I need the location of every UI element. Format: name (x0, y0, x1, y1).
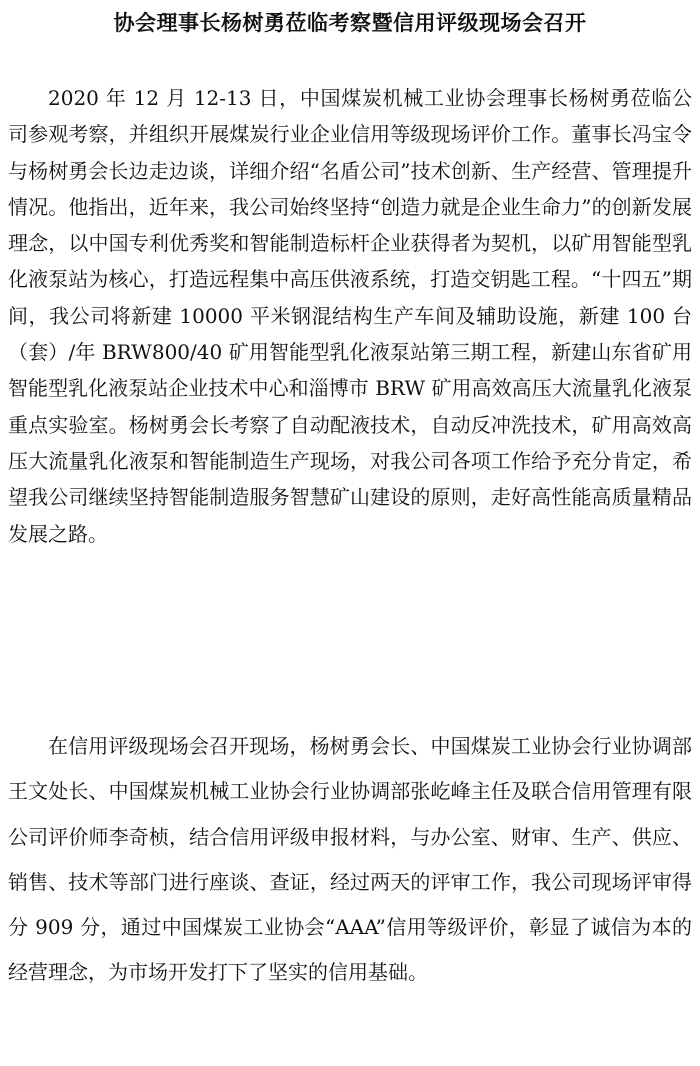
article-title: 协会理事长杨树勇莅临考察暨信用评级现场会召开 (113, 10, 587, 35)
article-paragraph-1: 2020 年 12 月 12-13 日，中国煤炭机械工业协会理事长杨树勇莅临公司参观考察，并组织开展煤炭行业企业信用等级现场评价工作。董事长冯宝令与杨树勇会长边走边谈，详细介绍“名盾公司”技术创新、生产经营、管理提升情况。他指出，近年来，我公司始终坚持“创造力就是企业生命力”的创新发展理念，以中国专利优秀奖和智能制造标杆企业获得者为契机，以矿用智能型乳化液泵站为核心，打造远程集中高压供液系统，打造交钥匙工程。“十四五”期间，我公司将新建 10000 平米钢混结构生产车间及辅助设施，新建 100 台（套）/年 BRW800/40 矿用智能型乳化液泵站第三期工程，新建山东省矿用智能型乳化液泵站企业技术中心和淄博市 BRW 矿用高效高压大流量乳化液泵重点实验室。杨树勇会长考察了自动配液技术，自动反冲洗技术，矿用高效高压大流量乳化液泵和智能制造生产现场，对我公司各项工作给予充分肯定，希望我公司继续坚持智能制造服务智慧矿山建设的原则，走好高性能高质量精品发展之路。 (8, 86, 692, 546)
article-paragraph-2: 在信用评级现场会召开现场，杨树勇会长、中国煤炭工业协会行业协调部王文处长、中国煤炭机械工业协会行业协调部张屹峰主任及联合信用管理有限公司评价师李奇桢，结合信用评级申报材料，与办公室、财审、生产、供应、销售、技术等部门进行座谈、查证，经过两天的评审工作，我公司现场评审得分 909 分，通过中国煤炭工业协会“AAA”信用等级评价，彰显了诚信为本的经营理念，为市场开发打下了坚实的信用基础。 (8, 734, 692, 985)
